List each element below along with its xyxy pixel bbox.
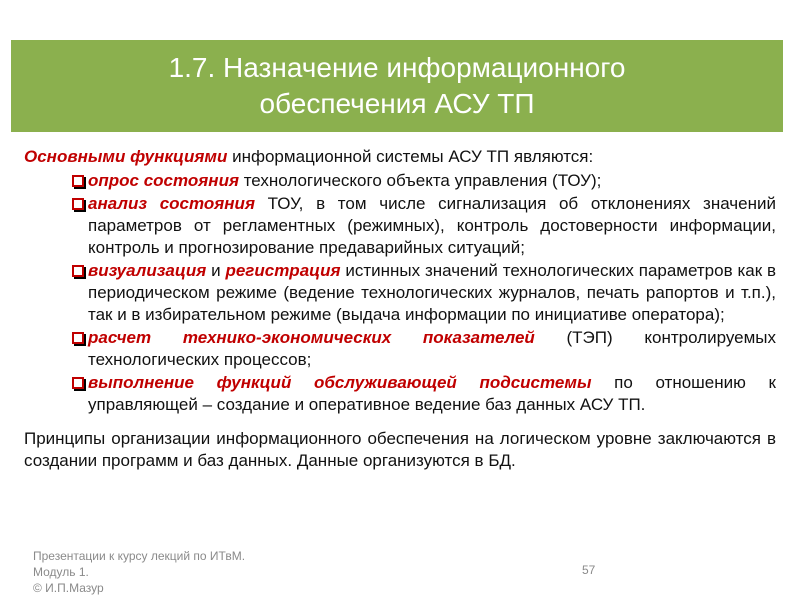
function-item bbox=[24, 170, 776, 192]
function-text: ТОУ, в том числе сигнализация об отклонениях значений параметров от регламентных (режимных), контроль достоверности информации, контроль и прогнозирование предаварийных ситуаций; bbox=[88, 194, 776, 257]
square-bullet-icon bbox=[72, 332, 84, 344]
principles-paragraph: Принципы организации информационного обеспечения на логическом уровне заключаются в создании программ и баз данных. Данные организуются в БД. bbox=[24, 429, 776, 470]
footer-course: Презентации к курсу лекций по ИТвМ. bbox=[33, 549, 246, 563]
functions-list bbox=[24, 170, 776, 416]
intro-text: информационной системы АСУ ТП являются: bbox=[227, 147, 594, 166]
function-text: по отношению к управляющей – создание и оперативное ведение баз данных АСУ ТП. bbox=[88, 373, 776, 414]
intro-paragraph bbox=[24, 146, 776, 168]
footer bbox=[33, 548, 245, 596]
function-highlight: выполнение функций обслуживающей подсистемы bbox=[88, 373, 592, 392]
function-text: и bbox=[206, 261, 226, 280]
function-item bbox=[24, 372, 776, 416]
square-bullet-icon bbox=[72, 377, 84, 389]
footer-author: © И.П.Мазур bbox=[33, 581, 104, 595]
slide-title-bar bbox=[11, 40, 783, 132]
function-highlight: визуализация bbox=[88, 261, 207, 280]
page-number: 57 bbox=[582, 563, 596, 577]
function-text: истинных значений технологических параметров как в периодическом режиме (ведение технологических журналов, печать рапортов и т.п.), так и в избирательном режиме (выдача информации по инициативе оператора); bbox=[88, 261, 777, 324]
function-item bbox=[24, 327, 776, 371]
function-text: технологического объекта управления (ТОУ); bbox=[238, 171, 602, 190]
slide-title bbox=[169, 50, 626, 122]
square-bullet-icon bbox=[72, 198, 84, 210]
slide-title-line-1: 1.7. Назначение информационного bbox=[168, 52, 626, 83]
function-highlight: опрос состояния bbox=[88, 171, 239, 190]
slide-body bbox=[24, 146, 776, 472]
function-item bbox=[24, 260, 776, 326]
function-item bbox=[24, 193, 776, 259]
function-highlight: регистрация bbox=[225, 261, 341, 280]
slide-title-line-2: обеспечения АСУ ТП bbox=[259, 88, 535, 119]
function-text: (ТЭП) контролируемых технологических процессов; bbox=[88, 328, 776, 369]
footer-module: Модуль 1. bbox=[33, 565, 89, 579]
intro-highlight: Основными функциями bbox=[24, 147, 228, 166]
square-bullet-icon bbox=[72, 175, 84, 187]
function-highlight: расчет технико-экономических показателей bbox=[88, 328, 535, 347]
square-bullet-icon bbox=[72, 265, 84, 277]
function-highlight: анализ состояния bbox=[88, 194, 255, 213]
